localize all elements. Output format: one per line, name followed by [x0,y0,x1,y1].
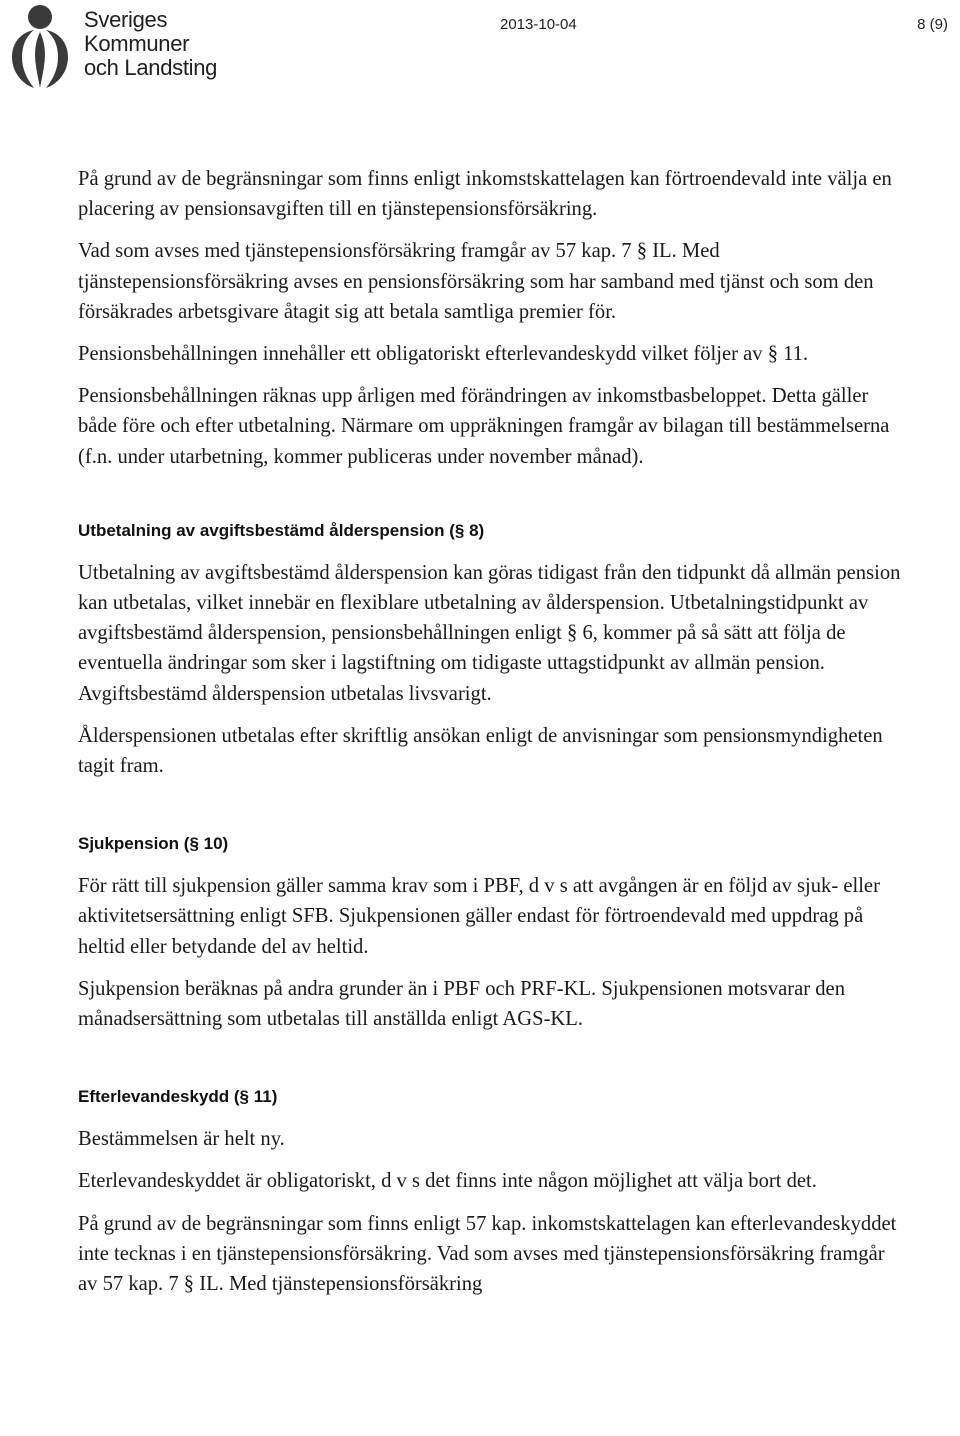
logo-line-2: Kommuner [84,31,190,56]
section-heading-utbetalning: Utbetalning av avgiftsbestämd ålderspension (§ 8) [78,520,485,540]
sjukpension-paragraph-1: För rätt till sjukpension gäller samma krav som i PBF, d v s att avgången är en följd av sjuk- eller aktivitetsersättning enligt SFB. Sjukpensionen gäller endast för förtroendevald med uppdrag på heltid eller betydande del av heltid. [78,875,880,958]
document-body [78,164,908,1311]
utbetalning-paragraph-1: Utbetalning av avgiftsbestämd ålderspension kan göras tidigast från den tidpunkt då allmän pension kan utbetalas, vilket innebär en flexiblare utbetalning av ålderspension. Utbetalningstidpunkt av avgiftsbestämd ålderspension, pensionsbehållningen enligt § 6, kommer på så sätt att följa de eventuella ändringar som sker i lagstiftning om tidigaste uttagstidpunkt av allmän pension. Avgiftsbestämd ålderspension utbetalas livsvarigt. [78,561,901,705]
utbetalning-paragraph-2: Ålderspensionen utbetalas efter skriftlig ansökan enligt de anvisningar som pensionsmyndigheten tagit fram. [78,724,883,778]
efterlevandeskydd-paragraph-1: Bestämmelsen är helt ny. [78,1128,285,1151]
section-heading-efterlevandeskydd: Efterlevandeskydd (§ 11) [78,1087,278,1107]
section-sjukpension [78,833,908,1034]
page-header [0,0,960,100]
logo-wordmark [84,8,217,80]
skl-logo-mark-icon [4,2,82,92]
sjukpension-paragraph-2: Sjukpension beräknas på andra grunder än i PBF och PRF-KL. Sjukpensionen motsvarar den månadsersättning som utbetalas till anställda enligt AGS-KL. [78,977,845,1031]
efterlevandeskydd-paragraph-3: På grund av de begränsningar som finns enligt 57 kap. inkomstskattelagen kan efterlevandeskyddet inte tecknas i en tjänstepensionsförsäkring. Vad som avses med tjänstepensionsförsäkring framgår av 57 kap. 7 § IL. Med tjänstepensionsförsäkring [78,1212,897,1296]
skl-logo [4,2,224,92]
intro-paragraph-1: På grund av de begränsningar som finns enligt inkomstskattelagen kan förtroendevald inte välja en placering av pensionsavgiften till en tjänstepensionsförsäkring. [78,168,892,221]
page-number: 8 (9) [917,16,948,33]
efterlevandeskydd-paragraph-2: Eterlevandeskyddet är obligatoriskt, d v s det finns inte någon möjlighet att välja bort det. [78,1170,817,1193]
logo-line-1: Sveriges [84,7,168,32]
intro-paragraph-4: Pensionsbehållningen räknas upp årligen med förändringen av inkomstbasbeloppet. Detta gäller både före och efter utbetalning. Närmare om uppräkningen framgår av bilagan till bestämmelserna (f.n. under utarbetning, kommer publiceras under november månad). [78,385,890,468]
section-heading-sjukpension: Sjukpension (§ 10) [78,834,229,854]
intro-paragraph-2: Vad som avses med tjänstepensionsförsäkring framgår av 57 kap. 7 § IL. Med tjänstepensionsförsäkring avses en pensionsförsäkring som har samband med tjänst och som den försäkrades arbetsgivare åtagit sig att betala samtliga premier för. [78,240,874,323]
intro-paragraph-3: Pensionsbehållningen innehåller ett obligatoriskt efterlevandeskydd vilket följer av § 11. [78,343,809,366]
logo-line-3: och Landsting [84,55,218,80]
section-utbetalning [78,520,908,781]
document-date: 2013-10-04 [500,16,577,33]
section-efterlevandeskydd [78,1086,908,1299]
